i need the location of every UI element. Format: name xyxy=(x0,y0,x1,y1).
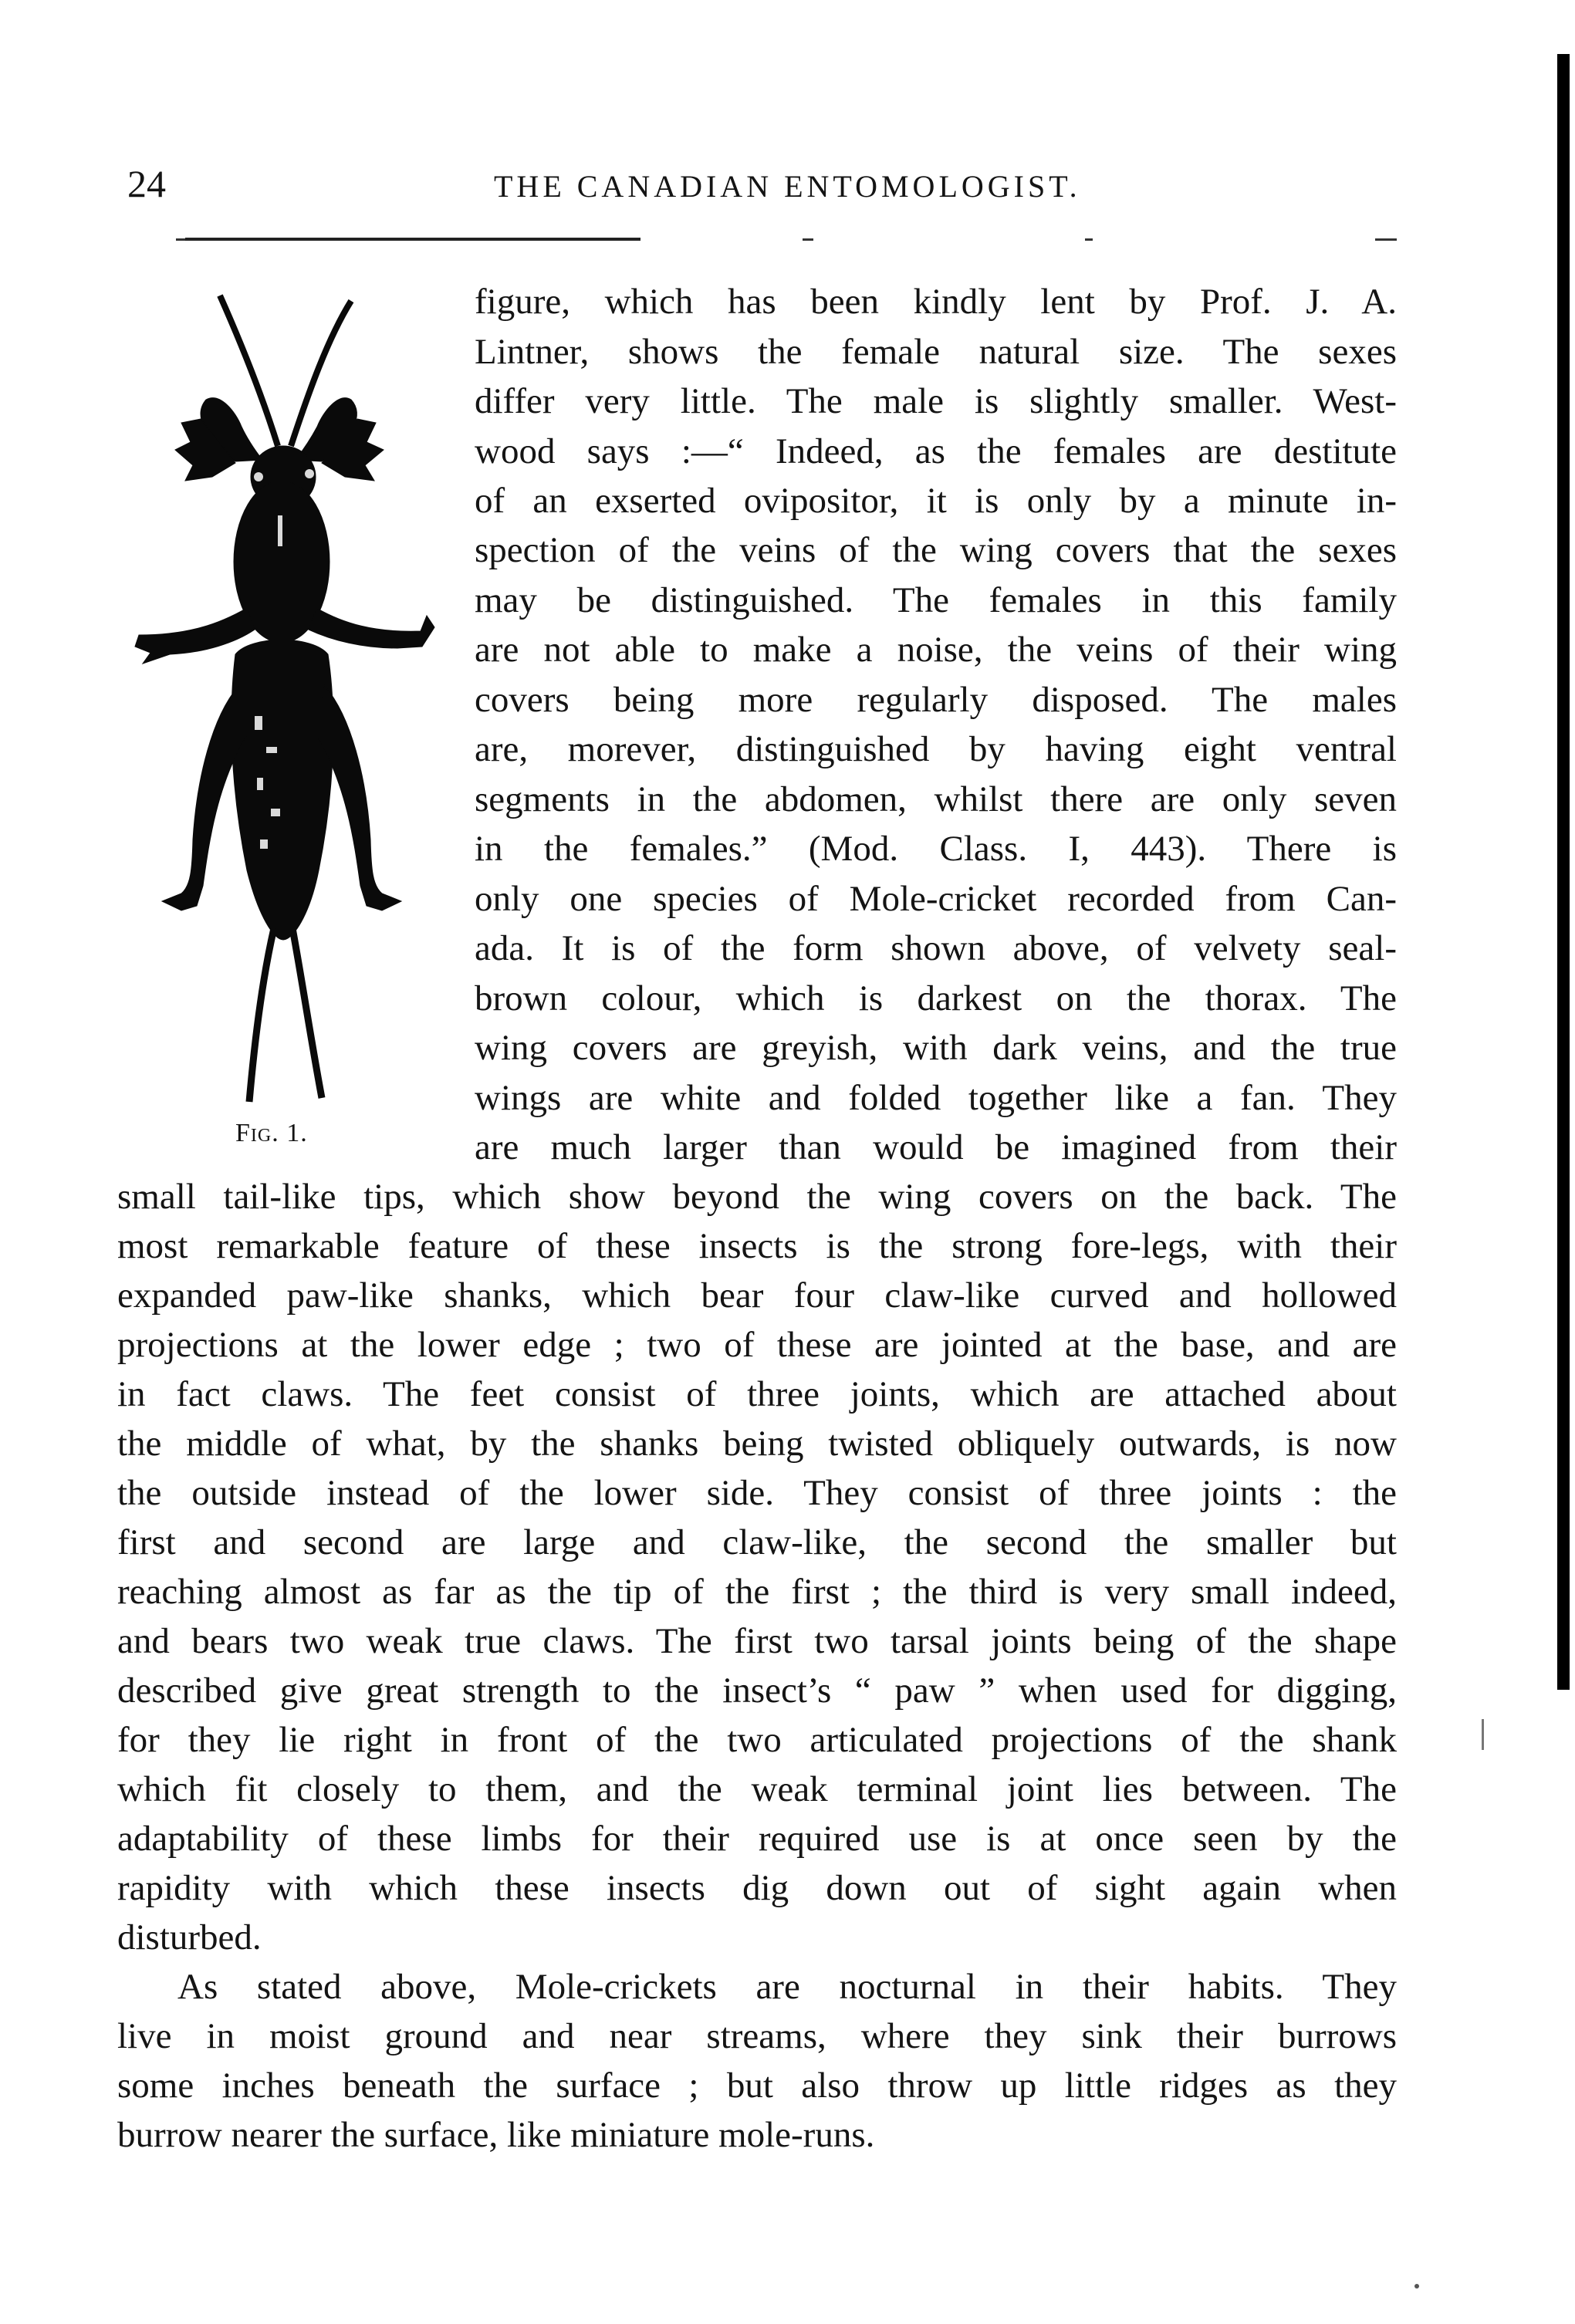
text-line: are not able to make a noise, the veins of their wing xyxy=(475,630,1397,670)
text-line: in fact claws. The feet consist of three joints, which are attached about xyxy=(117,1374,1397,1414)
scan-edge-bar xyxy=(1557,54,1570,1690)
text-line: brown colour, which is darkest on the thorax. The xyxy=(475,978,1397,1018)
running-title: THE CANADIAN ENTOMOLOGIST. xyxy=(494,169,1081,204)
text-line: small tail-like tips, which show beyond the wing covers on the back. The xyxy=(117,1177,1397,1217)
margin-mark xyxy=(1482,1719,1484,1750)
page-number: 24 xyxy=(127,162,166,205)
header-rule-dash xyxy=(1085,238,1093,241)
text-line: reaching almost as far as the tip of the first ; the third is very small indeed, xyxy=(117,1572,1397,1612)
text-line: in the females.” (Mod. Class. I, 443). There is xyxy=(475,829,1397,869)
text-line: may be distinguished. The females in this family xyxy=(475,580,1397,620)
text-line: expanded paw-like shanks, which bear four claw-like curved and hollowed xyxy=(117,1275,1397,1316)
text-line: ada. It is of the form shown above, of velvety seal- xyxy=(475,928,1397,968)
text-line: which fit closely to them, and the weak terminal joint lies between. The xyxy=(117,1769,1397,1809)
text-line: are, morever, distinguished by having eight ventral xyxy=(475,729,1397,769)
text-line: differ very little. The male is slightly smaller. West- xyxy=(475,381,1397,421)
text-line: of an exserted ovipositor, it is only by a minute in- xyxy=(475,481,1397,521)
header-rule xyxy=(185,238,640,241)
text-line: wing covers are greyish, with dark veins, and the true xyxy=(475,1028,1397,1068)
text-line: burrow nearer the surface, like miniature mole-runs. xyxy=(117,2115,875,2155)
text-line: segments in the abdomen, whilst there are only seven xyxy=(475,779,1397,819)
text-line: projections at the lower edge ; two of these are jointed at the base, and are xyxy=(117,1325,1397,1365)
text-line: only one species of Mole-cricket recorded from Can- xyxy=(475,879,1397,919)
header-rule-dash xyxy=(1375,238,1397,241)
text-line: some inches beneath the surface ; but also throw up little ridges as they xyxy=(117,2066,1397,2106)
figure-caption: Fig. 1. xyxy=(235,1119,308,1147)
text-line: are much larger than would be imagined from their xyxy=(475,1127,1397,1167)
page-speck xyxy=(1414,2284,1419,2289)
mole-cricket-illustration xyxy=(120,284,459,1125)
mole-cricket-figure xyxy=(120,284,459,1125)
text-line: rapidity with which these insects dig down out of sight again when xyxy=(117,1868,1397,1908)
text-line: Lintner, shows the female natural size. The sexes xyxy=(475,332,1397,372)
text-line: As stated above, Mole-crickets are nocturnal in their habits. They xyxy=(177,1967,1397,2007)
text-line: most remarkable feature of these insects is the strong fore-legs, with their xyxy=(117,1226,1397,1266)
text-line: live in moist ground and near streams, where they sink their burrows xyxy=(117,2016,1397,2056)
text-line: figure, which has been kindly lent by Prof. J. A. xyxy=(475,282,1397,322)
text-line: and bears two weak true claws. The first two tarsal joints being of the shape xyxy=(117,1621,1397,1661)
text-line: adaptability of these limbs for their required use is at once seen by the xyxy=(117,1819,1397,1859)
text-line: wood says :—“ Indeed, as the females are destitute xyxy=(475,431,1397,471)
text-line: first and second are large and claw-like, the second the smaller but xyxy=(117,1522,1397,1562)
text-line: for they lie right in front of the two articulated projections of the shank xyxy=(117,1720,1397,1760)
text-line: described give great strength to the insect’s “ paw ” when used for digging, xyxy=(117,1670,1397,1711)
text-line: covers being more regularly disposed. The males xyxy=(475,680,1397,720)
text-line: wings are white and folded together like a fan. They xyxy=(475,1078,1397,1118)
text-line: the middle of what, by the shanks being twisted obliquely outwards, is now xyxy=(117,1424,1397,1464)
text-line: the outside instead of the lower side. They consist of three joints : the xyxy=(117,1473,1397,1513)
header-rule-dash xyxy=(803,238,813,241)
text-line: spection of the veins of the wing covers that the sexes xyxy=(475,530,1397,570)
text-line: disturbed. xyxy=(117,1917,262,1957)
